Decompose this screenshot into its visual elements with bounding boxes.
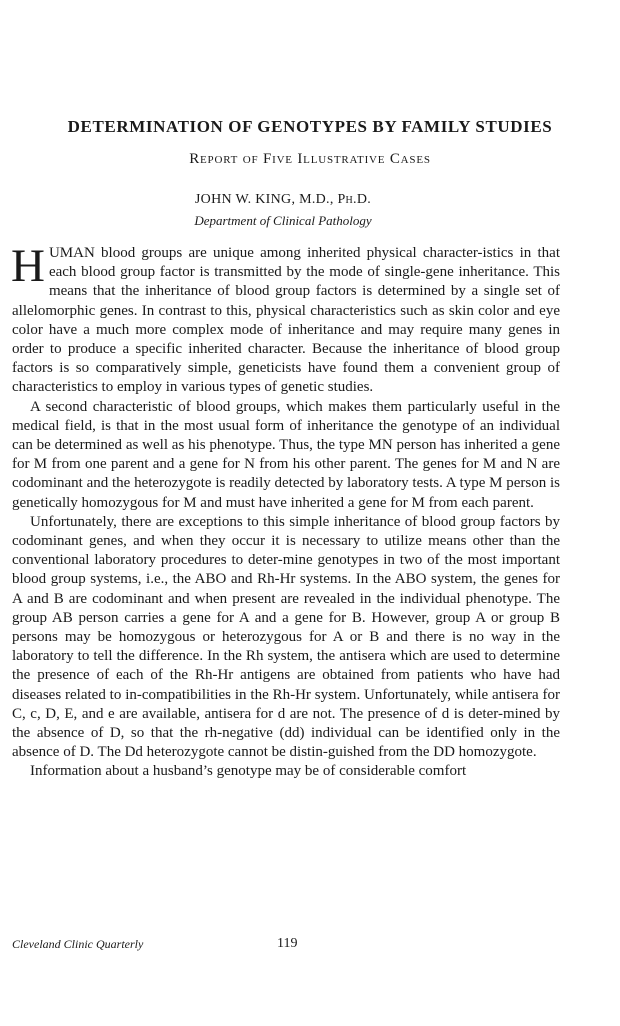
article-subtitle: Report of Five Illustrative Cases <box>189 151 431 167</box>
article-title: DETERMINATION OF GENOTYPES BY FAMILY STUDIES <box>67 117 553 136</box>
author-name: JOHN W. KING, M.D., <box>194 192 338 207</box>
paragraph-1-text: blood groups are unique among inherited physical character-istics in that each blood group factor is transmitted by the mode of single-gene inheritance. This means that the inheritance of blood group factors is determined by a single set of allelomorphic genes. In contrast to this, physical characteristics such as skin color and eye color have a much more complex mode of inheritance and may require many genes in order to produce a specific inherited character. Because the inheritance of blood group factors is so comparatively simple, geneticists have found them a convenient group of characteristics to employ in various types of genetic studies. <box>12 245 560 396</box>
paragraph-3: Unfortunately, there are exceptions to this simple inheritance of blood group factors by codominant genes, and when they occur it is necessary to utilize means other than the conventional laboratory procedures to deter-mine genotypes in two of the most important blood group systems, i.e., the ABO and Rh-Hr systems. In the ABO system, the genes for A and B are codominant and when present are revealed in the individual phenotype. The group AB person carries a gene for A and a gene for B. However, group A or group B persons may be homozygous or heterozygous for A or B and there is no way in the laboratory to tell the difference. In the Rh system, the antisera which are used to determine the presence of each of the Rh-Hr antigens are obtained from patients who have had diseases related to in-compatibilities in the Rh-Hr system. Unfortunately, while antisera for C, c, D, E, and e are available, antisera for d are not. The presence of d is deter-mined by the absence of D, so that the rh-negative (dd) individual can be identified only in the absence of D. The Dd heterozygote cannot be distin-guished from the DD homozygote. <box>12 513 560 761</box>
journal-name: Cleveland Clinic Quarterly <box>12 937 144 951</box>
author-line <box>0 192 566 208</box>
page-number: 119 <box>277 936 298 951</box>
page-footer <box>12 937 560 955</box>
author-degree: Ph.D. <box>337 192 372 207</box>
article-body <box>11 240 560 782</box>
first-word: UMAN <box>48 245 95 261</box>
paragraph-4: Information about a husband’s genotype may be of considerable comfort <box>30 763 467 780</box>
paragraph-2: A second characteristic of blood groups, which makes them particularly useful in the medical field, is that in the most usual form of inheritance the genotype of an individual can be determined as well as his phenotype. Thus, the type MN person has inherited a gene for M from one parent and a gene for N from his other parent. The genes for M and N are codominant and the heterozygote is readily detected by laboratory tests. A type M person is genetically homozygous for M and must have inherited a gene for M from each parent. <box>12 398 560 511</box>
department: Department of Clinical Pathology <box>194 213 372 228</box>
paragraph-1 <box>11 240 560 398</box>
drop-cap: H <box>11 240 45 292</box>
